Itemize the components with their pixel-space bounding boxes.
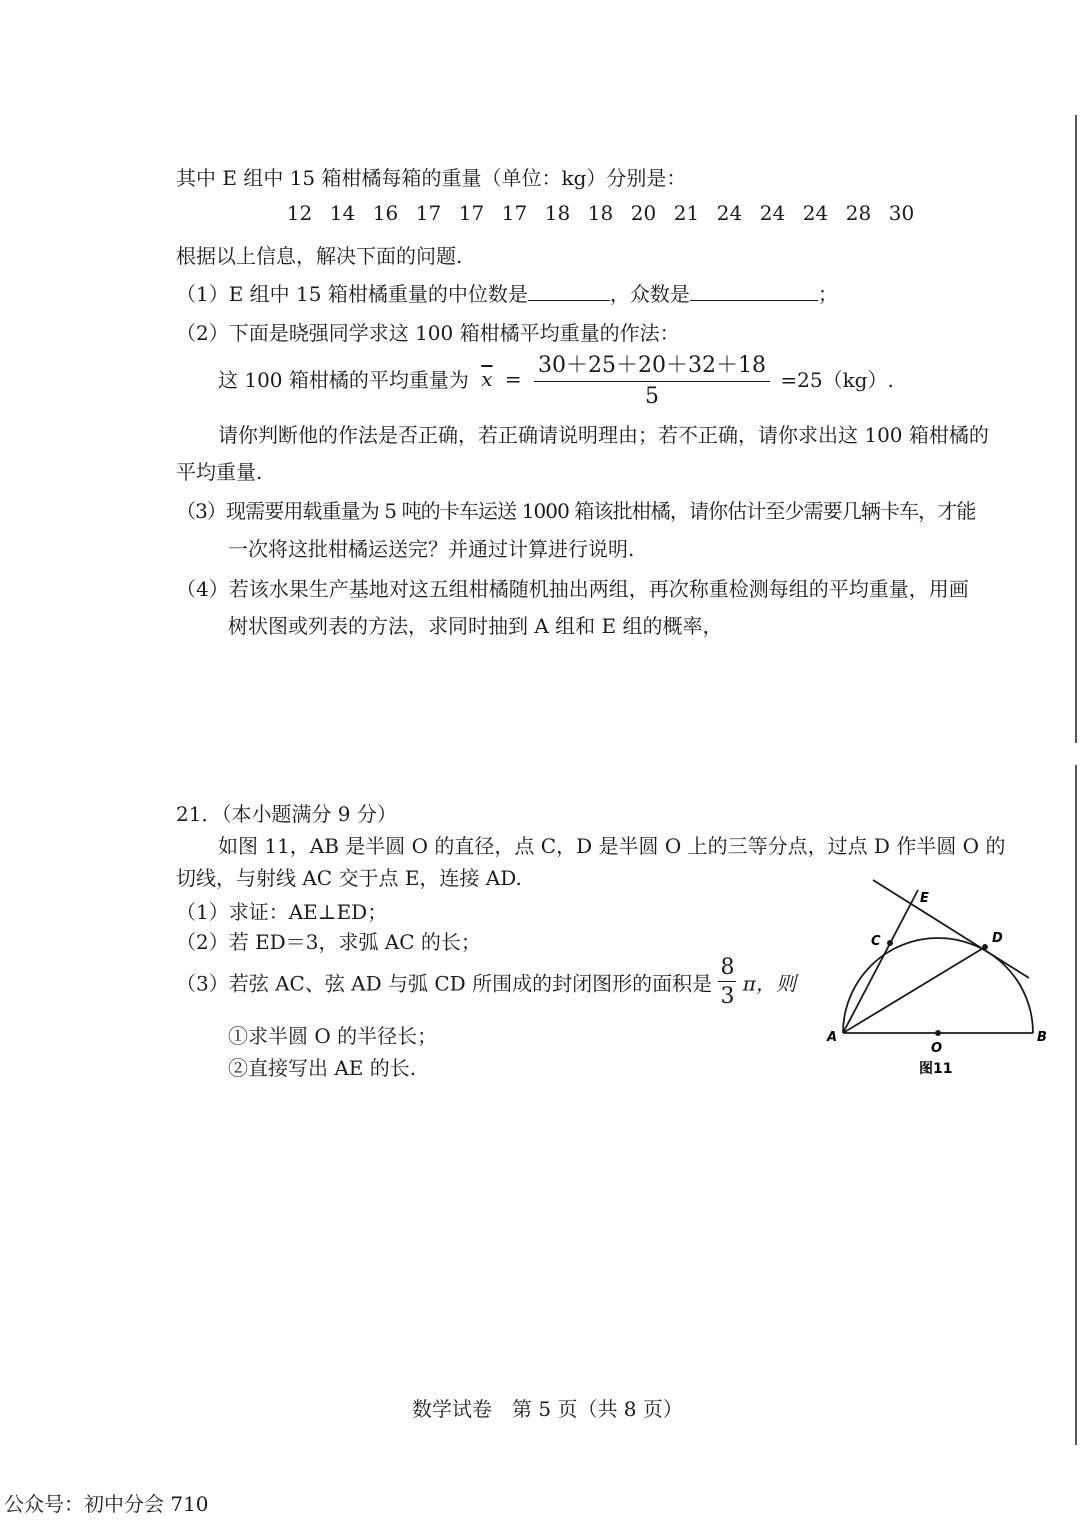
ray-ae <box>843 890 918 1033</box>
weight-value: 24 <box>759 201 786 225</box>
formula-prefix: 这 100 箱柑橘的平均重量为 <box>218 368 469 392</box>
question-1 <box>176 278 838 307</box>
weight-value: 18 <box>587 201 614 225</box>
part3-text-b: π，则 <box>742 971 796 996</box>
weight-value: 12 <box>286 201 313 225</box>
formula-result: =25（kg）. <box>780 368 894 392</box>
problem-21-title: 21．（本小题满分 9 分） <box>176 802 397 826</box>
right-margin-line-top <box>1075 115 1077 743</box>
q1-text-a: （1）E 组中 15 箱柑橘重量的中位数是 <box>176 282 528 306</box>
label-e: E <box>920 891 929 906</box>
part3-text-a: （3）若弦 AC、弦 AD 与弧 CD 所围成的封闭图形的面积是 <box>176 971 713 996</box>
problem-21-line2: 切线，与射线 AC 交于点 E，连接 AD. <box>176 866 522 890</box>
mean-formula <box>218 348 894 409</box>
problem-21-part2: （2）若 ED＝3，求弧 AC 的长； <box>176 930 481 954</box>
weight-value: 30 <box>888 201 915 225</box>
q1-text-b: ，众数是 <box>609 282 690 306</box>
weight-value: 20 <box>630 201 657 225</box>
problem-21-part3-ii: ②直接写出 AE 的长. <box>228 1056 417 1080</box>
mode-answer-blank[interactable] <box>690 280 818 301</box>
figure-11 <box>815 870 1065 1085</box>
figure-caption: 图11 <box>919 1061 953 1077</box>
point-d <box>982 944 988 950</box>
problem-21-part3-i: ①求半圆 O 的半径长； <box>228 1024 438 1048</box>
info-line: 根据以上信息，解决下面的问题. <box>176 244 463 268</box>
question-3-line2: 一次将这批柑橘运送完？并通过计算进行说明. <box>228 537 635 561</box>
question-2-head: （2）下面是晓强同学求这 100 箱柑橘平均重量的作法： <box>176 321 680 345</box>
point-c <box>887 940 893 946</box>
weight-value: 24 <box>802 201 829 225</box>
q2-instruction-line1: 请你判断他的作法是否正确，若正确请说明理由；若不正确，请你求出这 100 箱柑橘的 <box>218 423 989 447</box>
q2-instruction-line2: 平均重量. <box>176 460 263 484</box>
intro-text: 其中 E 组中 15 箱柑橘每箱的重量（单位：kg）分别是： <box>176 166 687 190</box>
fraction-denominator: 5 <box>645 384 659 409</box>
question-4-line1: （4）若该水果生产基地对这五组柑橘随机抽出两组，再次称重检测每组的平均重量，用画 <box>176 577 969 601</box>
area-numerator: 8 <box>720 955 735 980</box>
problem-21-part1: （1）求证：AE⊥ED； <box>176 900 388 924</box>
label-b: B <box>1037 1030 1047 1045</box>
label-c: C <box>871 934 881 949</box>
median-answer-blank[interactable] <box>528 280 610 301</box>
weight-value: 21 <box>673 201 700 225</box>
weight-value: 24 <box>716 201 743 225</box>
watermark-text: 公众号：初中分会 710 <box>4 1492 209 1516</box>
mean-fraction <box>534 348 770 409</box>
q1-text-c: ； <box>817 282 838 306</box>
tangent-line <box>873 880 1029 978</box>
weight-value: 16 <box>372 201 399 225</box>
question-3-line1: （3）现需要用载重量为 5 吨的卡车运送 1000 箱该批柑橘，请你估计至少需要几辆卡车，才能 <box>176 499 976 523</box>
segment-ad <box>843 947 985 1033</box>
area-fraction <box>718 955 736 1009</box>
equals-sign: = <box>504 366 522 391</box>
weight-value: 17 <box>501 201 528 225</box>
weight-data-row <box>278 201 923 225</box>
right-margin-line-bottom <box>1075 765 1077 1445</box>
weight-value: 28 <box>845 201 872 225</box>
question-4-line2: 树状图或列表的方法，求同时抽到 A 组和 E 组的概率， <box>228 614 723 638</box>
area-denominator: 3 <box>720 984 735 1009</box>
label-a: A <box>827 1030 838 1045</box>
page-footer: 数学试卷 第 5 页（共 8 页） <box>412 1397 683 1421</box>
weight-value: 14 <box>329 201 356 225</box>
semicircle-arc <box>843 938 1033 1033</box>
point-o <box>935 1030 941 1036</box>
mean-symbol: $\overline{x}$ <box>481 366 493 391</box>
weight-value: 18 <box>544 201 571 225</box>
label-d: D <box>992 931 1003 946</box>
problem-21-line1: 如图 11，AB 是半圆 O 的直径，点 C，D 是半圆 O 上的三等分点，过点 D 作半圆 O 的 <box>218 834 1006 858</box>
weight-value: 17 <box>458 201 485 225</box>
weight-value: 17 <box>415 201 442 225</box>
fraction-numerator: 30＋25＋20＋32＋18 <box>534 348 770 382</box>
problem-21-part3 <box>176 955 796 1009</box>
label-o: O <box>931 1041 943 1056</box>
